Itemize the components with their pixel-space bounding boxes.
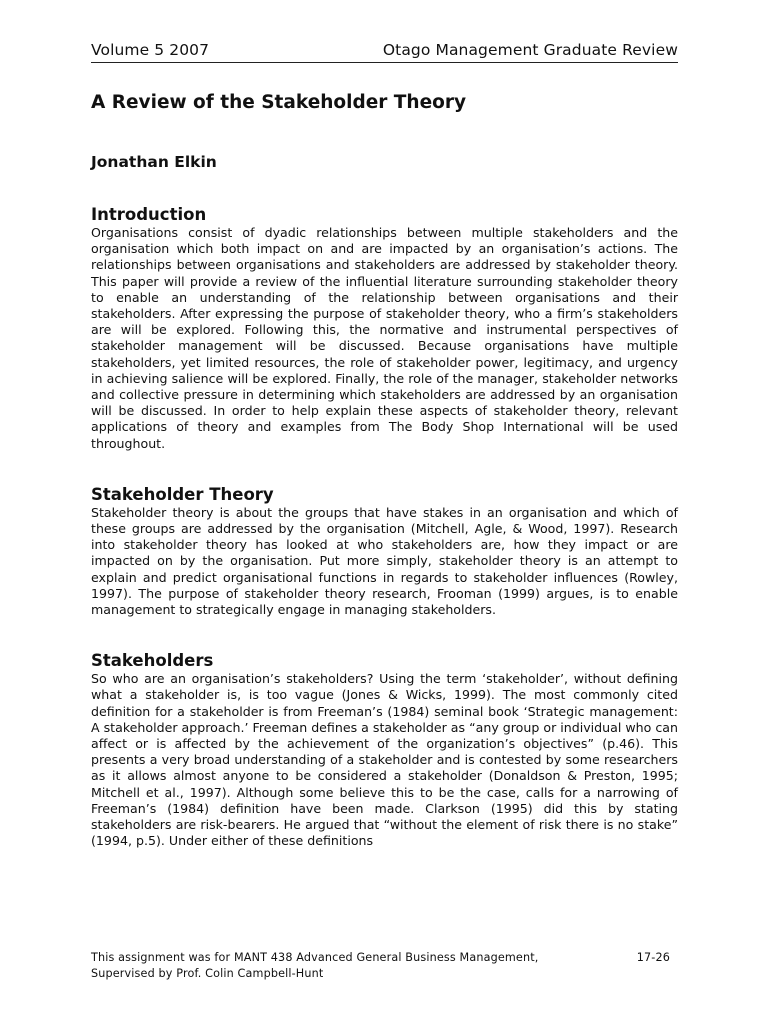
section-body-stakeholders: So who are an organisation’s stakeholders? Using the term ‘stakeholder’, without defining what a stakeholder is, is too vague (Jones & Wicks, 1999). The most commonly cited definition for a stakeholder is from Freeman’s (1984) seminal book ‘Strategic management: A stakeholder approach.’ Freeman defines a stakeholder as “any group or individual who can affect or is affected by the achievement of the organization’s objectives” (p.46). This presents a very broad understanding of a stakeholder and is contested by some researchers as it allows almost anyone to be considered a stakeholder (Donaldson & Preston, 1995; Mitchell et al., 1997). Although some believe this to be the case, calls for a narrowing of Freeman’s (1984) definition have been made. Clarkson (1995) did this by stating stakeholders are risk-bearers. He argued that “without the element of risk there is no stake” (1994, p.5). Under either of these definitions (91, 671, 678, 849)
footer-supervisor-note: Supervised by Prof. Colin Campbell-Hunt (91, 966, 324, 980)
author-name: Jonathan Elkin (91, 153, 217, 171)
footer-row (91, 950, 678, 966)
page-footer (91, 950, 678, 981)
page-range: 17-26 (636, 951, 670, 964)
section-heading-stakeholders: Stakeholders (91, 651, 214, 671)
section-heading-introduction: Introduction (91, 205, 207, 224)
volume-label: Volume 5 2007 (91, 41, 210, 59)
running-header (91, 40, 678, 63)
page (91, 40, 678, 850)
journal-name: Otago Management Graduate Review (382, 41, 678, 59)
footer-assignment-note: This assignment was for MANT 438 Advanced General Business Management, (91, 951, 539, 964)
section-heading-stakeholder-theory: Stakeholder Theory (91, 484, 274, 504)
section-body-stakeholder-theory: Stakeholder theory is about the groups that have stakes in an organisation and which of these groups are addressed by the organisation (Mitchell, Agle, & Wood, 1997). Research into stakeholder theory has looked at who stakeholders are, how they impact or are impacted on by the organisation. Put more simply, stakeholder theory is an attempt to explain and predict organisational functions in regards to stakeholder influences (Rowley, 1997). The purpose of stakeholder theory research, Frooman (1999) argues, is to enable management to strategically engage in managing stakeholders. (91, 504, 678, 618)
section-body-introduction: Organisations consist of dyadic relationships between multiple stakeholders and the organisation which both impact on and are impacted by an organisation’s actions. The relationships between organisations and stakeholders are addressed by stakeholder theory. This paper will provide a review of the influential literature surrounding stakeholder theory to enable an understanding of the relationship between organisations and their stakeholders. After expressing the purpose of stakeholder theory, who a firm’s stakeholders are will be explored. Following this, the normative and instrumental perspectives of stakeholder management will be discussed. Because organisations have multiple stakeholders, yet limited resources, the role of stakeholder power, legitimacy, and urgency in achieving salience will be explored. Finally, the role of the manager, stakeholder networks and collective pressure in determining which stakeholders are addressed by an organisation will be discussed. In order to help explain these aspects of stakeholder theory, relevant applications of theory and examples from The Body Shop International will be used throughout. (91, 225, 678, 451)
article-title: A Review of the Stakeholder Theory (91, 92, 467, 113)
